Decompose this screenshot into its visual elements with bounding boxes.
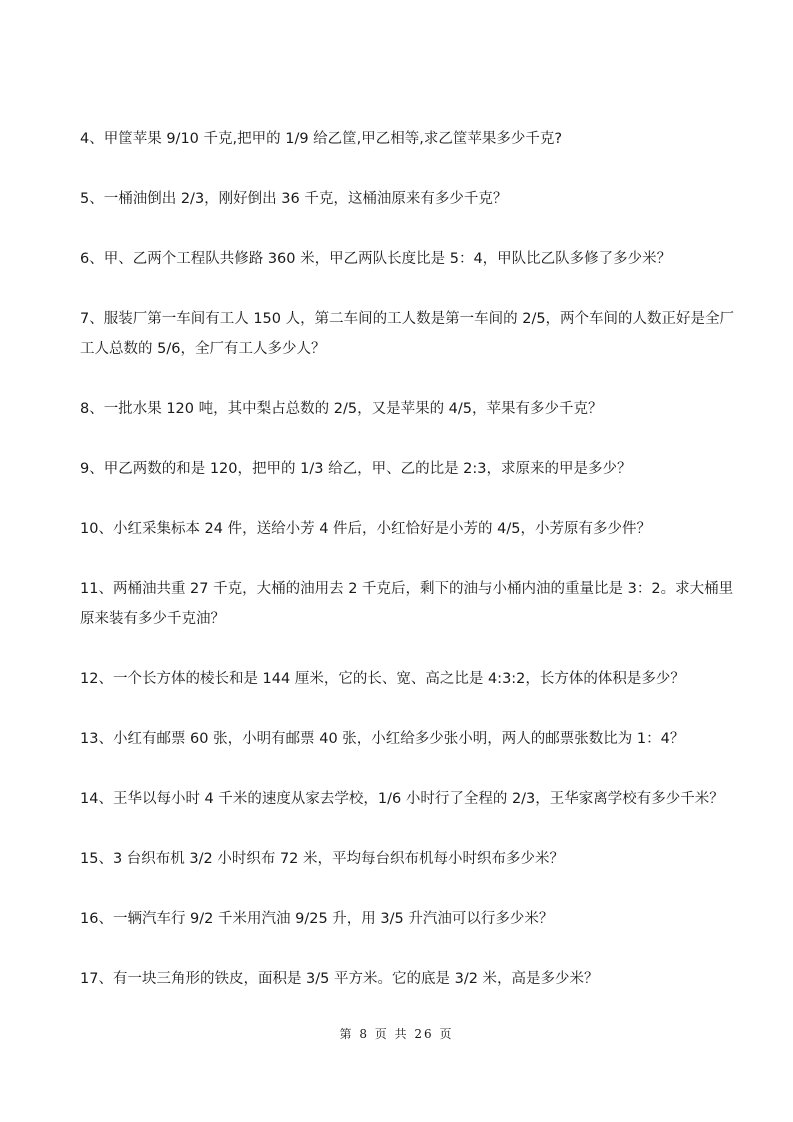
problem-item: 6、甲、乙两个工程队共修路 360 米，甲乙两队长度比是 5：4，甲队比乙队多修了多少米？ <box>80 251 672 267</box>
page-number-footer: 第 8 页 共 26 页 <box>339 1027 454 1041</box>
problem-item: 11、两桶油共重 27 千克，大桶的油用去 2 千克后，剩下的油与小桶内油的重量比是 3：2。求大桶里原来装有多少千克油？ <box>80 581 734 627</box>
problem-item: 16、一辆汽车行 9/2 千米用汽油 9/25 升，用 3/5 升汽油可以行多少米？ <box>80 911 554 927</box>
problem-item: 15、3 台织布机 3/2 小时织布 72 米，平均每台织布机每小时织布多少米？ <box>80 851 565 867</box>
problem-item: 14、王华以每小时 4 千米的速度从家去学校，1/6 小时行了全程的 2/3，王华家离学校有多少千米？ <box>80 791 724 807</box>
problem-item: 7、服装厂第一车间有工人 150 人，第二车间的工人数是第一车间的 2/5，两个车间的人数正好是全厂工人总数的 5/6，全厂有工人多少人？ <box>80 311 735 357</box>
problem-item: 8、一批水果 120 吨，其中梨占总数的 2/5，又是苹果的 4/5，苹果有多少千克？ <box>80 401 603 417</box>
problem-item: 17、有一块三角形的铁皮，面积是 3/5 平方米。它的底是 3/2 米，高是多少米？ <box>80 971 599 987</box>
problem-item: 4、甲筐苹果 9/10 千克,把甲的 1/9 给乙筐,甲乙相等,求乙筐苹果多少千克? <box>80 131 563 147</box>
problem-item: 10、小红采集标本 24 件，送给小芳 4 件后，小红恰好是小芳的 4/5，小芳原有多少件？ <box>80 521 652 537</box>
problem-item: 13、小红有邮票 60 张，小明有邮票 40 张，小红给多少张小明，两人的邮票张数比为 1：4？ <box>80 731 685 747</box>
problem-item: 12、一个长方体的棱长和是 144 厘米，它的长、宽、高之比是 4:3:2，长方体的体积是多少？ <box>80 671 685 687</box>
problem-list <box>80 124 740 994</box>
problem-item: 9、甲乙两数的和是 120，把甲的 1/3 给乙，甲、乙的比是 2:3，求原来的甲是多少？ <box>80 461 632 477</box>
problem-item: 5、一桶油倒出 2/3，刚好倒出 36 千克，这桶油原来有多少千克？ <box>80 191 508 207</box>
